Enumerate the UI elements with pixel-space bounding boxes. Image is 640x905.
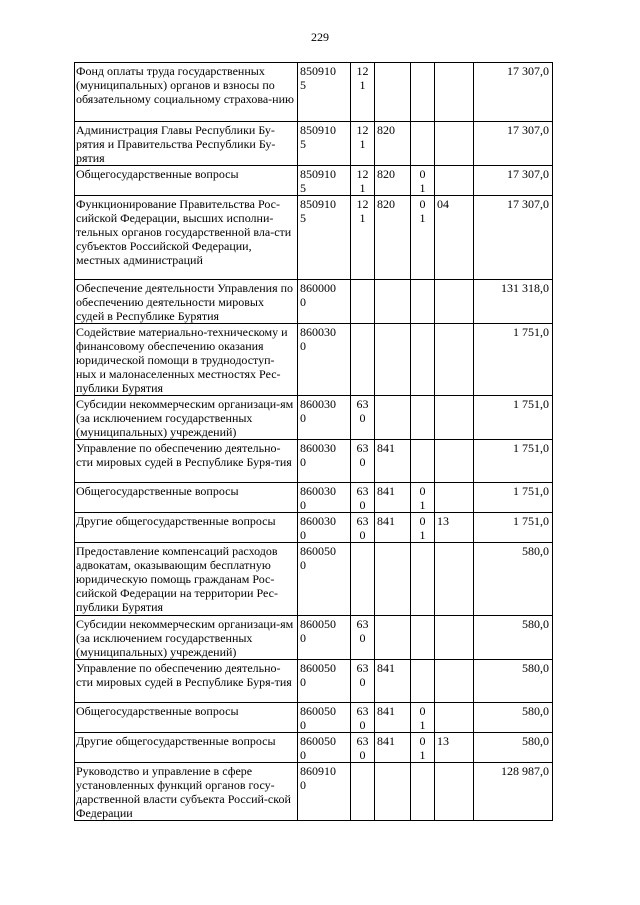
cell-rz-text: 1 <box>419 498 426 512</box>
budget-table <box>74 62 553 821</box>
cell-gr-text: 841 <box>377 484 395 498</box>
cell-code-text: 0 <box>300 455 306 469</box>
cell-vr <box>351 703 375 733</box>
table-row <box>75 280 553 324</box>
cell-pr <box>435 63 474 122</box>
cell-rz <box>411 703 435 733</box>
table-row <box>75 763 553 821</box>
cell-rz-text: 1 <box>419 211 426 225</box>
cell-vr-text: 63 <box>356 514 369 528</box>
cell-rz <box>411 166 435 196</box>
cell-vr-text: 0 <box>359 675 366 689</box>
cell-code-text: 860030 <box>300 514 336 528</box>
cell-pr <box>435 324 474 396</box>
cell-name-text: Обеспечение деятельности Управления по обеспечению деятельности мировых судей в Республике Бурятия <box>76 281 294 323</box>
cell-vr <box>351 733 375 763</box>
cell-code-text: 0 <box>300 718 306 732</box>
cell-gr <box>375 280 411 324</box>
cell-sum-text: 580,0 <box>522 734 549 748</box>
cell-vr <box>351 616 375 660</box>
cell-vr-text: 63 <box>356 704 369 718</box>
cell-code <box>298 196 351 280</box>
cell-sum-text: 580,0 <box>522 544 549 558</box>
table-row <box>75 196 553 280</box>
cell-rz <box>411 616 435 660</box>
cell-code-text: 850910 <box>300 123 336 137</box>
cell-code-text: 5 <box>300 137 306 151</box>
cell-pr <box>435 122 474 166</box>
table-row <box>75 440 553 483</box>
cell-rz-text: 0 <box>419 167 426 181</box>
cell-sum <box>474 122 553 166</box>
cell-gr <box>375 733 411 763</box>
cell-vr <box>351 543 375 616</box>
cell-vr-text: 63 <box>356 661 369 675</box>
cell-vr <box>351 660 375 703</box>
cell-name <box>75 733 298 763</box>
cell-gr-text: 841 <box>377 661 395 675</box>
cell-vr-text: 0 <box>359 455 366 469</box>
cell-sum <box>474 483 553 513</box>
cell-vr <box>351 63 375 122</box>
table-row <box>75 660 553 703</box>
cell-pr <box>435 660 474 703</box>
cell-code-text: 0 <box>300 558 306 572</box>
table-row <box>75 703 553 733</box>
cell-gr-text: 841 <box>377 734 395 748</box>
cell-rz <box>411 733 435 763</box>
cell-name-text: Другие общегосударственные вопросы <box>76 514 276 528</box>
cell-rz <box>411 63 435 122</box>
cell-rz <box>411 280 435 324</box>
cell-vr-text: 0 <box>359 718 366 732</box>
cell-pr <box>435 196 474 280</box>
cell-pr <box>435 396 474 440</box>
cell-code <box>298 733 351 763</box>
cell-gr <box>375 616 411 660</box>
cell-sum <box>474 543 553 616</box>
cell-code <box>298 280 351 324</box>
cell-pr <box>435 513 474 543</box>
table-row <box>75 396 553 440</box>
cell-code <box>298 324 351 396</box>
cell-code-text: 860030 <box>300 325 336 339</box>
cell-name <box>75 396 298 440</box>
cell-gr <box>375 196 411 280</box>
cell-sum-text: 128 987,0 <box>501 764 549 778</box>
cell-code-text: 0 <box>300 675 306 689</box>
cell-vr-text: 1 <box>359 78 366 92</box>
cell-gr-text: 820 <box>377 123 395 137</box>
cell-code <box>298 703 351 733</box>
cell-gr <box>375 763 411 821</box>
cell-pr <box>435 616 474 660</box>
cell-gr <box>375 63 411 122</box>
cell-code-text: 860030 <box>300 397 336 411</box>
cell-code-text: 860050 <box>300 734 336 748</box>
cell-rz-text: 1 <box>419 528 426 542</box>
cell-gr <box>375 660 411 703</box>
cell-code-text: 860050 <box>300 704 336 718</box>
cell-name-text: Общегосударственные вопросы <box>76 704 239 718</box>
cell-name-text: Функционирование Правительства Рос-сийской Федерации, высших исполни-тельных органов государственной вла-сти субъектов Российской Федерации, местных администраций <box>76 197 292 267</box>
cell-rz-text: 0 <box>419 514 426 528</box>
cell-vr <box>351 324 375 396</box>
cell-pr-text: 13 <box>437 734 449 748</box>
cell-pr <box>435 733 474 763</box>
cell-gr <box>375 122 411 166</box>
cell-sum <box>474 513 553 543</box>
cell-code-text: 860050 <box>300 661 336 675</box>
cell-sum-text: 580,0 <box>522 617 549 631</box>
cell-vr-text: 63 <box>356 441 369 455</box>
cell-sum <box>474 324 553 396</box>
cell-name <box>75 483 298 513</box>
cell-code-text: 860030 <box>300 484 336 498</box>
cell-code-text: 5 <box>300 211 306 225</box>
cell-sum <box>474 616 553 660</box>
cell-pr-text: 04 <box>437 197 449 211</box>
cell-code <box>298 396 351 440</box>
table-row <box>75 483 553 513</box>
cell-rz-text: 1 <box>419 748 426 762</box>
cell-name <box>75 763 298 821</box>
cell-sum-text: 1 751,0 <box>513 484 549 498</box>
cell-name-text: Фонд оплаты труда государственных (муниципальных) органов и взносы по обязательному социальному страхова-нию <box>76 64 294 106</box>
cell-pr <box>435 280 474 324</box>
cell-pr <box>435 543 474 616</box>
cell-name <box>75 440 298 483</box>
cell-code <box>298 166 351 196</box>
cell-sum-text: 1 751,0 <box>513 325 549 339</box>
cell-code <box>298 63 351 122</box>
cell-vr <box>351 513 375 543</box>
cell-name <box>75 280 298 324</box>
cell-sum-text: 1 751,0 <box>513 441 549 455</box>
cell-vr-text: 0 <box>359 528 366 542</box>
cell-name-text: Руководство и управление в сфере установленных функций органов госу-дарственной власти субъекта Россий-ской Федерации <box>76 764 291 820</box>
cell-rz-text: 0 <box>419 704 426 718</box>
cell-pr <box>435 440 474 483</box>
cell-sum <box>474 703 553 733</box>
cell-pr <box>435 763 474 821</box>
cell-gr-text: 820 <box>377 167 395 181</box>
cell-rz-text: 0 <box>419 734 426 748</box>
cell-sum-text: 1 751,0 <box>513 514 549 528</box>
cell-sum-text: 17 307,0 <box>507 167 549 181</box>
cell-sum <box>474 166 553 196</box>
cell-sum <box>474 196 553 280</box>
cell-pr-text: 13 <box>437 514 449 528</box>
cell-name <box>75 513 298 543</box>
cell-code-text: 850910 <box>300 167 336 181</box>
cell-gr <box>375 543 411 616</box>
cell-pr <box>435 166 474 196</box>
cell-sum <box>474 63 553 122</box>
cell-vr-text: 63 <box>356 484 369 498</box>
cell-gr-text: 820 <box>377 197 395 211</box>
cell-vr-text: 12 <box>356 64 369 78</box>
cell-code-text: 850910 <box>300 197 336 211</box>
page-number: 229 <box>311 30 329 44</box>
cell-code <box>298 616 351 660</box>
cell-gr <box>375 324 411 396</box>
cell-rz <box>411 396 435 440</box>
cell-sum <box>474 660 553 703</box>
table-row <box>75 63 553 122</box>
cell-rz-text: 0 <box>419 484 426 498</box>
cell-rz <box>411 324 435 396</box>
cell-code-text: 0 <box>300 748 306 762</box>
cell-vr-text: 1 <box>359 137 366 151</box>
table-row <box>75 616 553 660</box>
cell-vr-text: 0 <box>359 631 366 645</box>
table-row <box>75 513 553 543</box>
cell-code-text: 860910 <box>300 764 336 778</box>
cell-code-text: 860000 <box>300 281 336 295</box>
cell-name-text: Субсидии некоммерческим организаци-ям (за исключением государственных (муниципальных) учреждений) <box>76 397 294 439</box>
cell-sum-text: 17 307,0 <box>507 64 549 78</box>
cell-pr <box>435 483 474 513</box>
cell-name-text: Предоставление компенсаций расходов адвокатам, оказывающим бесплатную юридическую помощь гражданам Рос-сийской Федерации на территории Рес-публики Бурятия <box>76 544 278 614</box>
table-row <box>75 324 553 396</box>
cell-sum <box>474 440 553 483</box>
cell-vr-text: 12 <box>356 197 369 211</box>
cell-name <box>75 122 298 166</box>
cell-gr <box>375 440 411 483</box>
cell-name <box>75 196 298 280</box>
table-row <box>75 122 553 166</box>
cell-vr <box>351 440 375 483</box>
cell-sum-text: 580,0 <box>522 661 549 675</box>
cell-rz <box>411 763 435 821</box>
cell-code <box>298 122 351 166</box>
cell-gr <box>375 483 411 513</box>
cell-name <box>75 703 298 733</box>
cell-name-text: Управление по обеспечению деятельно-сти мировых судей в Республике Буря-тия <box>76 661 292 689</box>
cell-vr-text: 63 <box>356 397 369 411</box>
cell-code-text: 0 <box>300 631 306 645</box>
cell-sum <box>474 763 553 821</box>
cell-sum <box>474 280 553 324</box>
cell-vr <box>351 280 375 324</box>
cell-code <box>298 513 351 543</box>
table-row <box>75 543 553 616</box>
cell-vr-text: 12 <box>356 167 369 181</box>
cell-name-text: Другие общегосударственные вопросы <box>76 734 276 748</box>
cell-rz <box>411 440 435 483</box>
cell-gr <box>375 166 411 196</box>
cell-code-text: 5 <box>300 78 306 92</box>
cell-code-text: 860030 <box>300 441 336 455</box>
cell-code <box>298 660 351 703</box>
cell-code-text: 850910 <box>300 64 336 78</box>
cell-code <box>298 763 351 821</box>
cell-gr-text: 841 <box>377 441 395 455</box>
cell-name <box>75 324 298 396</box>
cell-code-text: 0 <box>300 778 306 792</box>
cell-name <box>75 166 298 196</box>
cell-sum-text: 131 318,0 <box>501 281 549 295</box>
cell-vr <box>351 483 375 513</box>
cell-gr-text: 841 <box>377 514 395 528</box>
cell-vr-text: 0 <box>359 411 366 425</box>
cell-gr-text: 841 <box>377 704 395 718</box>
cell-vr <box>351 196 375 280</box>
cell-name-text: Администрация Главы Республики Бу-рятия и Правительства Республики Бу-рятия <box>76 123 276 165</box>
cell-rz <box>411 196 435 280</box>
cell-vr-text: 1 <box>359 181 366 195</box>
cell-sum <box>474 396 553 440</box>
cell-vr <box>351 396 375 440</box>
cell-gr <box>375 703 411 733</box>
cell-vr-text: 63 <box>356 734 369 748</box>
cell-rz <box>411 513 435 543</box>
cell-sum-text: 17 307,0 <box>507 197 549 211</box>
cell-gr <box>375 396 411 440</box>
cell-name-text: Общегосударственные вопросы <box>76 167 239 181</box>
cell-gr <box>375 513 411 543</box>
cell-name <box>75 616 298 660</box>
cell-vr <box>351 166 375 196</box>
cell-code-text: 5 <box>300 181 306 195</box>
cell-vr-text: 1 <box>359 211 366 225</box>
cell-name <box>75 63 298 122</box>
cell-rz <box>411 122 435 166</box>
cell-code-text: 0 <box>300 528 306 542</box>
cell-rz <box>411 483 435 513</box>
cell-rz-text: 1 <box>419 718 426 732</box>
table-row <box>75 166 553 196</box>
cell-vr <box>351 763 375 821</box>
cell-vr <box>351 122 375 166</box>
cell-vr-text: 0 <box>359 498 366 512</box>
cell-code <box>298 440 351 483</box>
table-row <box>75 733 553 763</box>
cell-sum-text: 1 751,0 <box>513 397 549 411</box>
cell-code-text: 0 <box>300 295 306 309</box>
cell-sum-text: 17 307,0 <box>507 123 549 137</box>
cell-code-text: 860050 <box>300 617 336 631</box>
cell-sum-text: 580,0 <box>522 704 549 718</box>
cell-name-text: Субсидии некоммерческим организаци-ям (за исключением государственных (муниципальных) учреждений) <box>76 617 294 659</box>
cell-code-text: 860050 <box>300 544 336 558</box>
cell-code-text: 0 <box>300 339 306 353</box>
budget-table-body <box>75 63 553 821</box>
cell-vr-text: 0 <box>359 748 366 762</box>
cell-rz <box>411 660 435 703</box>
cell-rz-text: 0 <box>419 197 426 211</box>
cell-name-text: Общегосударственные вопросы <box>76 484 239 498</box>
cell-code <box>298 483 351 513</box>
cell-code-text: 0 <box>300 498 306 512</box>
cell-vr-text: 12 <box>356 123 369 137</box>
cell-name <box>75 543 298 616</box>
cell-name <box>75 660 298 703</box>
cell-pr <box>435 703 474 733</box>
cell-name-text: Управление по обеспечению деятельно-сти мировых судей в Республике Буря-тия <box>76 441 292 469</box>
cell-code <box>298 543 351 616</box>
cell-rz-text: 1 <box>419 181 426 195</box>
cell-rz <box>411 543 435 616</box>
cell-sum <box>474 733 553 763</box>
cell-name-text: Содействие материально-техническому и финансовому обеспечению оказания юридической помощи в труднодоступ-ных и малонаселенных местностях Рес-публики Бурятия <box>76 325 288 395</box>
cell-code-text: 0 <box>300 411 306 425</box>
cell-vr-text: 63 <box>356 617 369 631</box>
